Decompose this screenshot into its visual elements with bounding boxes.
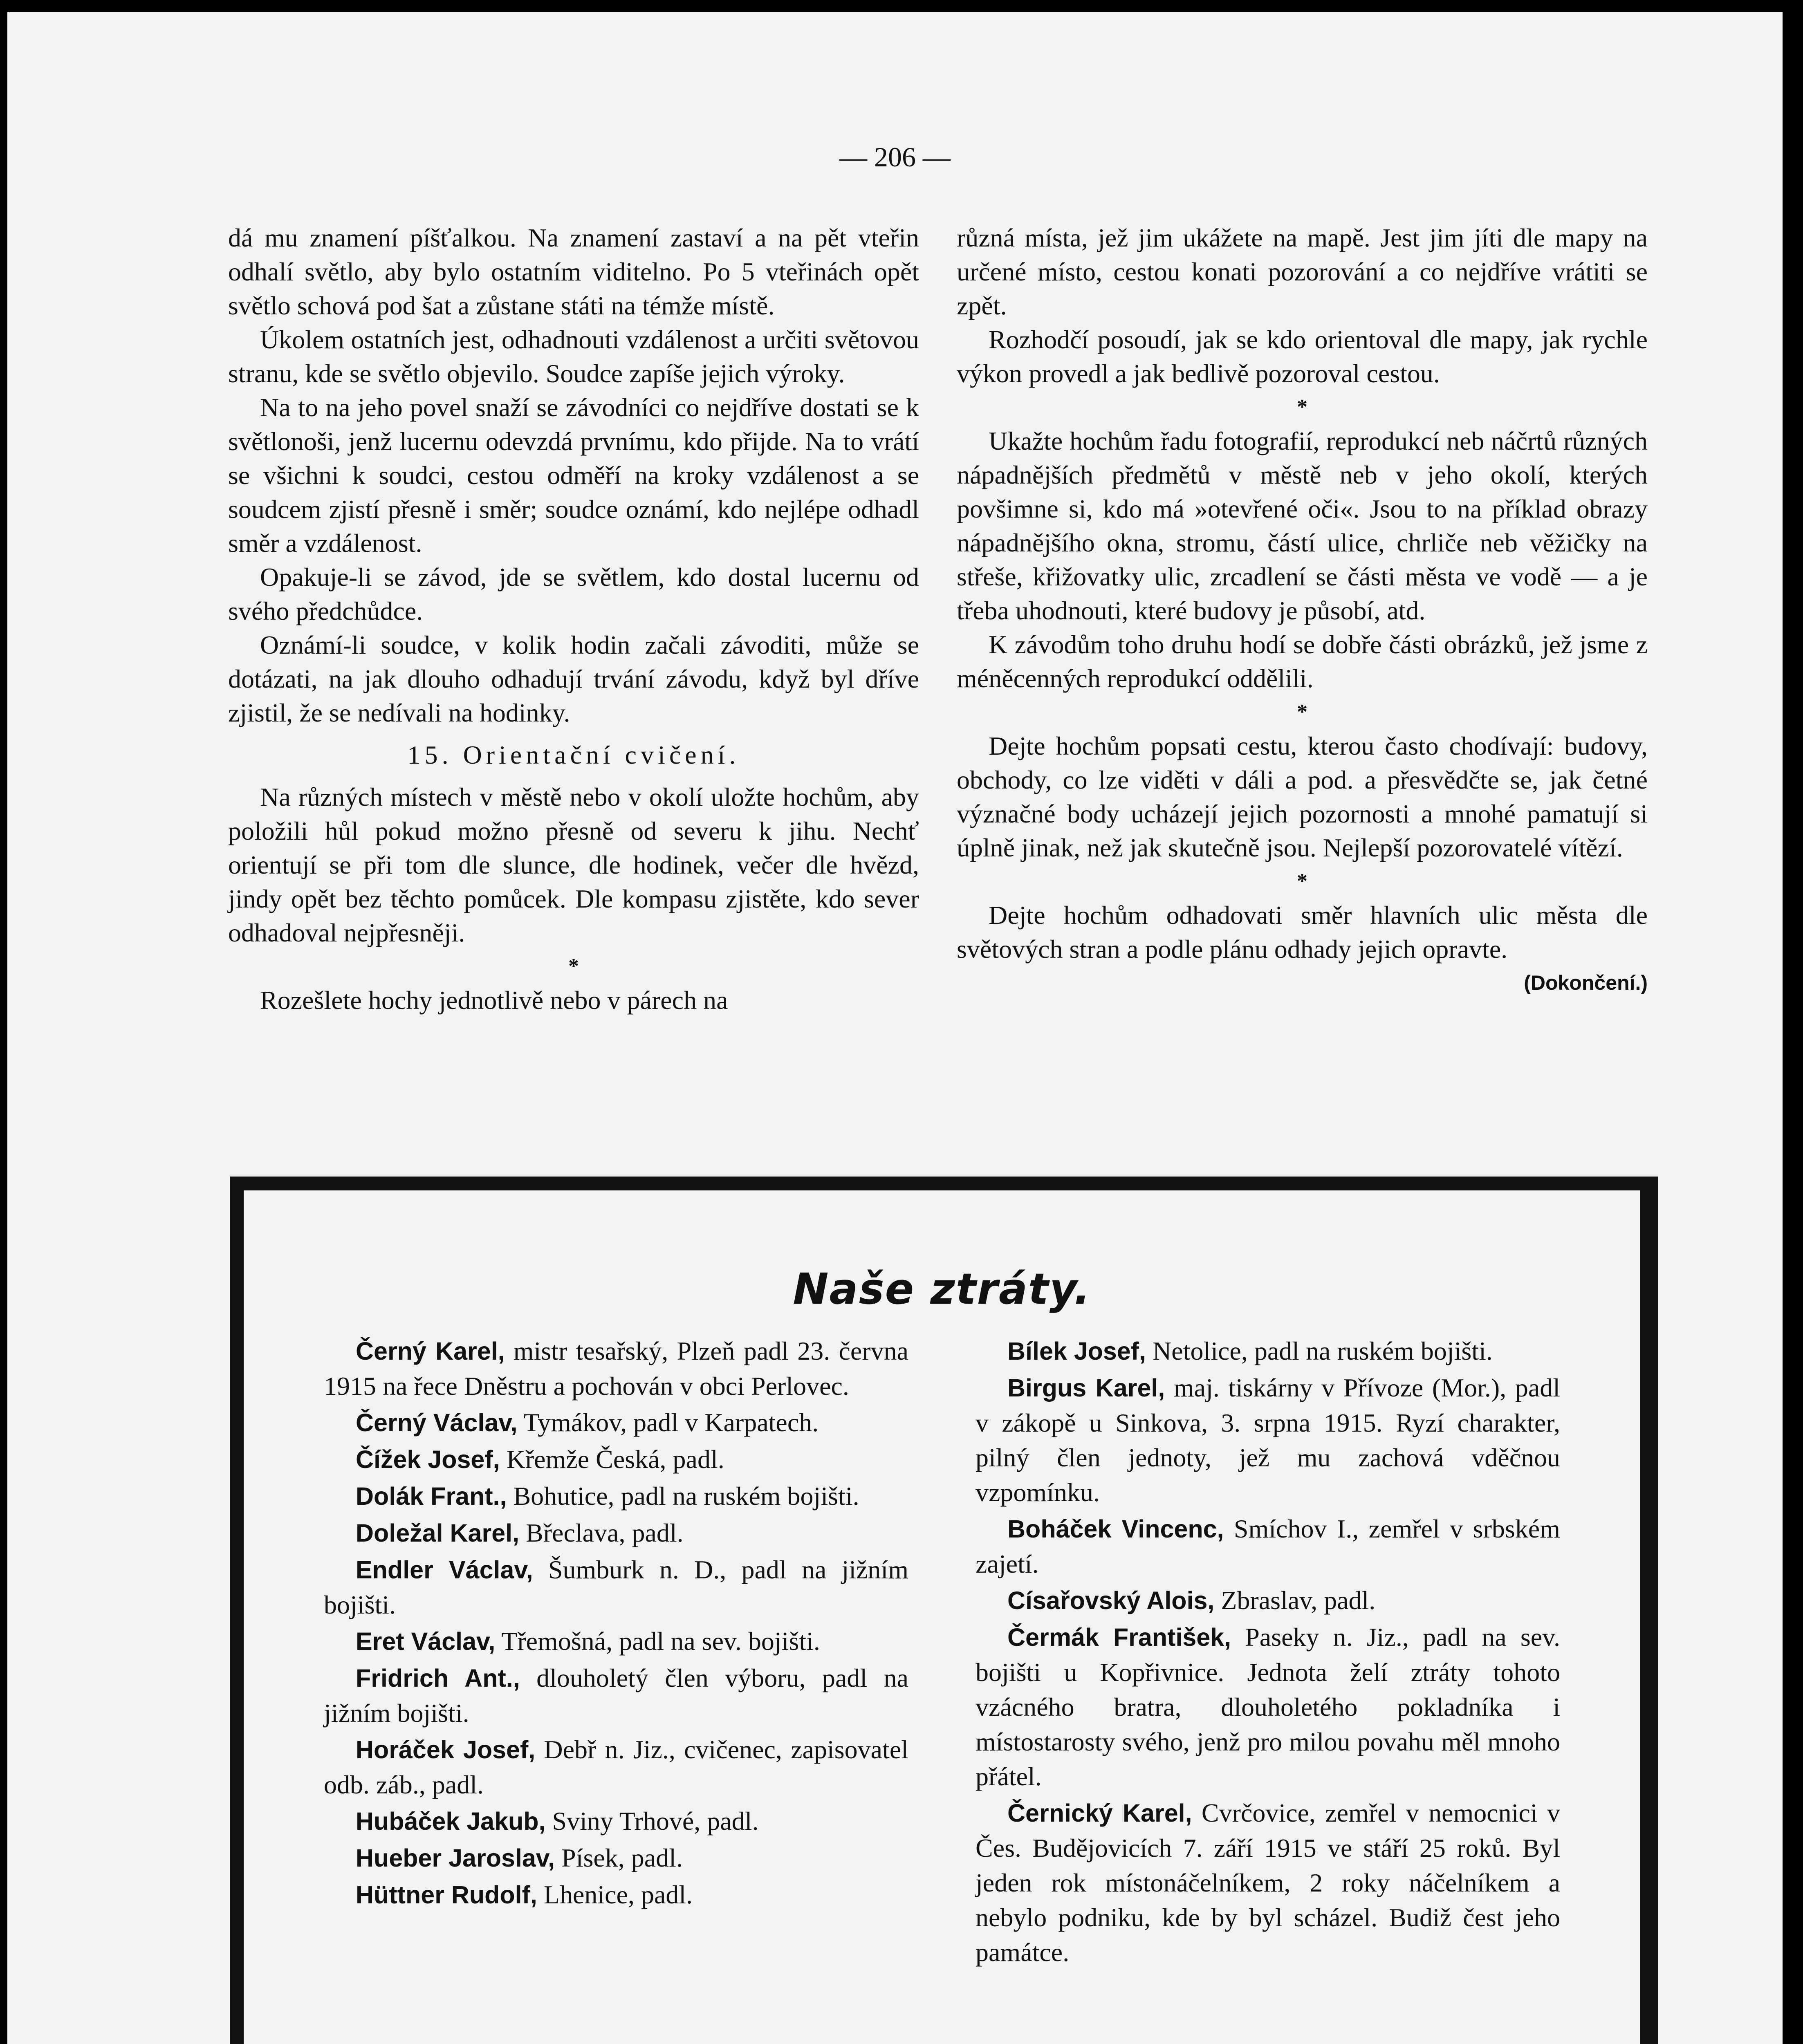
section-heading: 15. Orientační cvičení. [407, 740, 740, 769]
obituary-text: Zbraslav, padl. [1214, 1586, 1376, 1615]
paragraph: Opakuje-li se závod, jde se světlem, kdo dostal lucernu od svého předchůdce. [228, 563, 919, 625]
obituary-name: Horáček Josef, [356, 1736, 536, 1764]
obituary-name: Birgus Karel, [1007, 1374, 1165, 1402]
page-sheet [7, 12, 1783, 2044]
obituary-name: Hüttner Rudolf, [356, 1881, 537, 1909]
obituary-entry [324, 1405, 908, 1440]
paragraph: Dejte hochům popsati cestu, kterou často chodívají: budovy, obchody, co lze viděti v dáli a pod. a přesvědčte se, jak četné význačné body ucházejí jejich pozornosti a mnohé pamatují si úplně jinak, než jak skutečně jsou. Nejlepší pozorovatelé vítězí. [957, 731, 1648, 862]
paragraph: Na to na jeho povel snaží se závodníci co nejdříve dostati se k světlonoši, jenž lucernu odevzdá prvnímu, kdo přijde. Na to vrátí se všichni k soudci, cestou odměří na kroky vzdálenost a se soudcem zjistí přesně i směr; soudce oznámí, kdo nejlépe odhadl směr a vzdálenost. [228, 393, 919, 558]
obituary-text: Bohutice, padl na ruském bojišti. [507, 1481, 859, 1511]
obituary-text: Cvrčovice, zemřel v nemocnici v Čes. Budějovicích 7. září 1915 ve stáří 25 roků. Byl jeden rok místonáčelníkem, 2 roky náčelníkem a nebylo podniku, kde by byl scházel. Budiž čest jeho památce. [976, 1798, 1560, 1967]
paragraph: Oznámí-li soudce, v kolik hodin začali závoditi, může se dotázati, na jak dlouho odhadují trvání závodu, když byl dříve zjistil, že se nedívali na hodinky. [228, 630, 919, 727]
page-number: — 206 — [839, 141, 951, 173]
left-text-column [228, 221, 919, 1017]
obituary-name: Eret Václav, [356, 1627, 496, 1655]
paragraph: Na různých místech v městě nebo v okolí uložte hochům, aby položili hůl pokud možno přesně od severu k jihu. Nechť orientují se při tom dle slunce, dle hodinek, večer dle hvězd, jindy opět bez těchto pomůcek. Dle kompasu zjistěte, kdo sever odhadoval nejpřesněji. [228, 782, 919, 947]
obituary-entry [324, 1840, 908, 1876]
section-separator-star: * [1297, 395, 1307, 419]
section-separator-star: * [1297, 870, 1307, 893]
obituary-text: Netolice, padl na ruském bojišti. [1146, 1336, 1493, 1365]
paragraph: Rozešlete hochy jednotlivě nebo v párech na [260, 986, 728, 1015]
continued-note: (Dokončení.) [1524, 971, 1648, 994]
obituary-entry [324, 1334, 908, 1403]
paragraph: různá místa, jež jim ukážete na mapě. Jest jim jíti dle mapy na určené místo, cestou konati pozorování a co nejdříve vrátiti se zpět. [957, 223, 1648, 320]
obituary-entry [976, 1334, 1560, 1369]
obituary-name: Černý Václav, [356, 1409, 518, 1437]
obituary-text: Tymákov, padl v Karpatech. [517, 1408, 819, 1437]
obituary-text: Lhenice, padl. [537, 1880, 693, 1909]
obituary-name: Dolák Frant., [356, 1482, 507, 1510]
obituary-entry [976, 1370, 1560, 1510]
obituary-entry [324, 1624, 908, 1659]
obituary-text: Třemošná, padl na sev. bojišti. [495, 1627, 820, 1656]
obituary-name: Hueber Jaroslav, [356, 1844, 555, 1872]
obituary-entry [324, 1515, 908, 1551]
section-separator-star: * [1297, 700, 1307, 724]
obituary-name: Černický Karel, [1007, 1799, 1192, 1827]
obituary-text: maj. tiskárny v Přívoze (Mor.), padl v zákopě u Sinkova, 3. srpna 1915. Ryzí charakter, pilný člen jednoty, jež mu zachová vděčnou vzpomínku. [976, 1373, 1561, 1507]
right-text-column [957, 221, 1648, 1000]
obituary-name: Černý Karel, [356, 1337, 505, 1365]
obituary-name: Čermák František, [1007, 1623, 1231, 1651]
obituary-name: Endler Václav, [356, 1556, 533, 1584]
obituary-text: Paseky n. Jiz., padl na sev. bojišti u Kopřivnice. Jednota želí ztráty tohoto vzácného bratra, dlouholetého pokladníka i místostarosty svého, jenž pro milou povahu měl mnoho přátel. [976, 1623, 1560, 1791]
obituary-name: Doležal Karel, [356, 1519, 520, 1547]
obituary-text: Křemže Česká, padl. [500, 1445, 724, 1474]
obituary-text: mistr tesařský, Plzeň padl 23. června 1915 na řece Dněstru a pochován v obci Perlovec. [324, 1336, 908, 1401]
obituary-name: Císařovský Alois, [1007, 1587, 1215, 1614]
paragraph [957, 898, 1648, 994]
obituary-name: Hubáček Jakub, [356, 1807, 546, 1835]
obituary-name: Čížek Josef, [356, 1446, 500, 1473]
obituary-entry [976, 1511, 1560, 1581]
obituary-entry [324, 1732, 908, 1802]
obituary-left-column [324, 1334, 908, 1914]
obituary-name: Boháček Vincenc, [1007, 1515, 1224, 1543]
paragraph: K závodům toho druhu hodí se dobře části obrázků, jež jsme z méněcenných reprodukcí oddělili. [957, 630, 1648, 693]
paragraph: Rozhodčí posoudí, jak se kdo orientoval dle mapy, jak rychle výkon provedl a jak bedlivě pozoroval cestou. [957, 325, 1648, 388]
obituary-text: Šumburk n. D., padl na jižním bojišti. [324, 1555, 908, 1619]
obituary-text: Debř n. Jiz., cvičenec, zapisovatel odb. záb., padl. [324, 1735, 909, 1799]
obituary-text: Písek, padl. [555, 1843, 683, 1872]
section-separator-star: * [568, 955, 579, 978]
obituary-right-column [976, 1334, 1560, 1971]
paragraph-text: Dejte hochům odhadovati směr hlavních ulic města dle světových stran a podle plánu odhady jejich opravte. [957, 901, 1648, 964]
obituary-entry [324, 1804, 908, 1839]
obituary-text: Smíchov I., zemřel v srbském zajetí. [976, 1514, 1560, 1578]
obituary-box [230, 1177, 1658, 2044]
obituary-title: Naše ztráty. [793, 1264, 1091, 1314]
obituary-entry [324, 1877, 908, 1912]
paragraph: Ukažte hochům řadu fotografií, reprodukcí neb náčrtů různých nápadnějších předmětů v městě neb v jeho okolí, kterých povšimne si, kdo má »otevřené oči«. Jsou to na příklad obrazy nápadnějšího okna, stromu, částí ulice, chrliče neb věžičky na střeše, křižovatky ulic, zrcadlení se části města ve vodě — a je třeba uhodnouti, které budovy je působí, atd. [957, 426, 1648, 625]
obituary-name: Fridrich Ant., [356, 1664, 520, 1692]
obituary-entry [324, 1479, 908, 1514]
obituary-entry [324, 1552, 908, 1622]
paragraph: Úkolem ostatních jest, odhadnouti vzdálenost a určiti světovou stranu, kde se světlo objevilo. Soudce zapíše jejich výroky. [228, 325, 919, 388]
obituary-entry [324, 1442, 908, 1477]
obituary-entry [976, 1620, 1560, 1794]
obituary-entry [976, 1583, 1560, 1618]
paragraph: dá mu znamení píšťalkou. Na znamení zastaví a na pět vteřin odhalí světlo, aby bylo ostatním viditelno. Po 5 vteřinách opět světlo schová pod šat a zůstane státi na témže místě. [228, 223, 919, 320]
obituary-name: Bílek Josef, [1007, 1337, 1146, 1365]
obituary-entry [324, 1661, 908, 1730]
obituary-entry [976, 1795, 1560, 1970]
obituary-text: dlouholetý člen výboru, padl na jižním bojišti. [324, 1663, 908, 1728]
obituary-text: Sviny Trhové, padl. [545, 1806, 759, 1836]
obituary-text: Břeclava, padl. [519, 1518, 684, 1547]
